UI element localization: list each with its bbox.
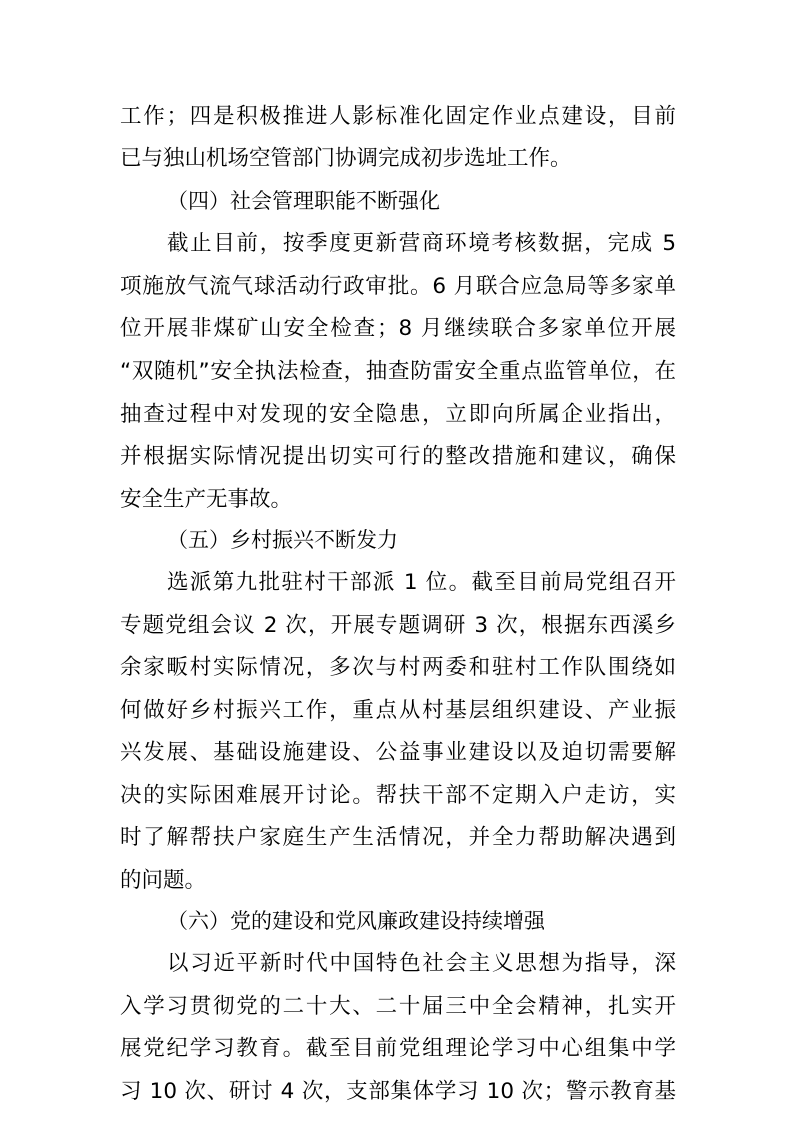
body-line: 习 10 次、研讨 4 次，支部集体学习 10 次；警示教育基 [120,1079,676,1104]
body-line: 抽查过程中对发现的安全隐患，立即向所属企业指出， [120,402,676,427]
body-line: 截止目前，按季度更新营商环境考核数据，完成 5 [167,231,676,256]
body-line: 安全生产无事故。 [120,487,293,512]
body-line: 并根据实际情况提出切实可行的整改措施和建议，确保 [120,444,676,469]
section-heading: （五）乡村振兴不断发力 [167,528,398,552]
body-line: 决的实际困难展开讨论。帮扶干部不定期入户走访，实 [120,783,676,808]
body-line: 专题党组会议 2 次，开展专题调研 3 次，根据东西溪乡 [120,613,676,638]
body-line: 以习近平新时代中国特色社会主义思想为指导，深 [167,951,676,976]
body-line: 入学习贯彻党的二十大、二十届三中全会精神，扎实开 [120,994,676,1019]
body-line: 位开展非煤矿山安全检查；8 月继续联合多家单位开展 [120,316,676,341]
section-heading: （六）党的建设和党风廉政建设持续增强 [167,909,545,933]
body-line: 项施放气流气球活动行政审批。6 月联合应急局等多家单 [120,274,676,299]
body-line: 已与独山机场空管部门协调完成初步选址工作。 [120,146,572,171]
body-line: 的问题。 [120,868,207,893]
body-line: 时了解帮扶户家庭生产生活情况，并全力帮助解决遇到 [120,825,676,850]
body-line: “双随机”安全执法检查，抽查防雷安全重点监管单位，在 [120,359,676,384]
section-heading: （四）社会管理职能不断强化 [167,189,440,213]
body-line: 何做好乡村振兴工作，重点从村基层组织建设、产业振 [120,698,676,723]
body-line: 展党纪学习教育。截至目前党组理论学习中心组集中学 [120,1036,676,1061]
body-line: 余家畈村实际情况，多次与村两委和驻村工作队围绕如 [120,655,676,680]
body-line: 选派第九批驻村干部派 1 位。截至目前局党组召开 [167,570,676,595]
body-line: 工作；四是积极推进人影标准化固定作业点建设，目前 [120,104,676,129]
body-line: 兴发展、基础设施建设、公益事业建设以及迫切需要解 [120,740,676,765]
